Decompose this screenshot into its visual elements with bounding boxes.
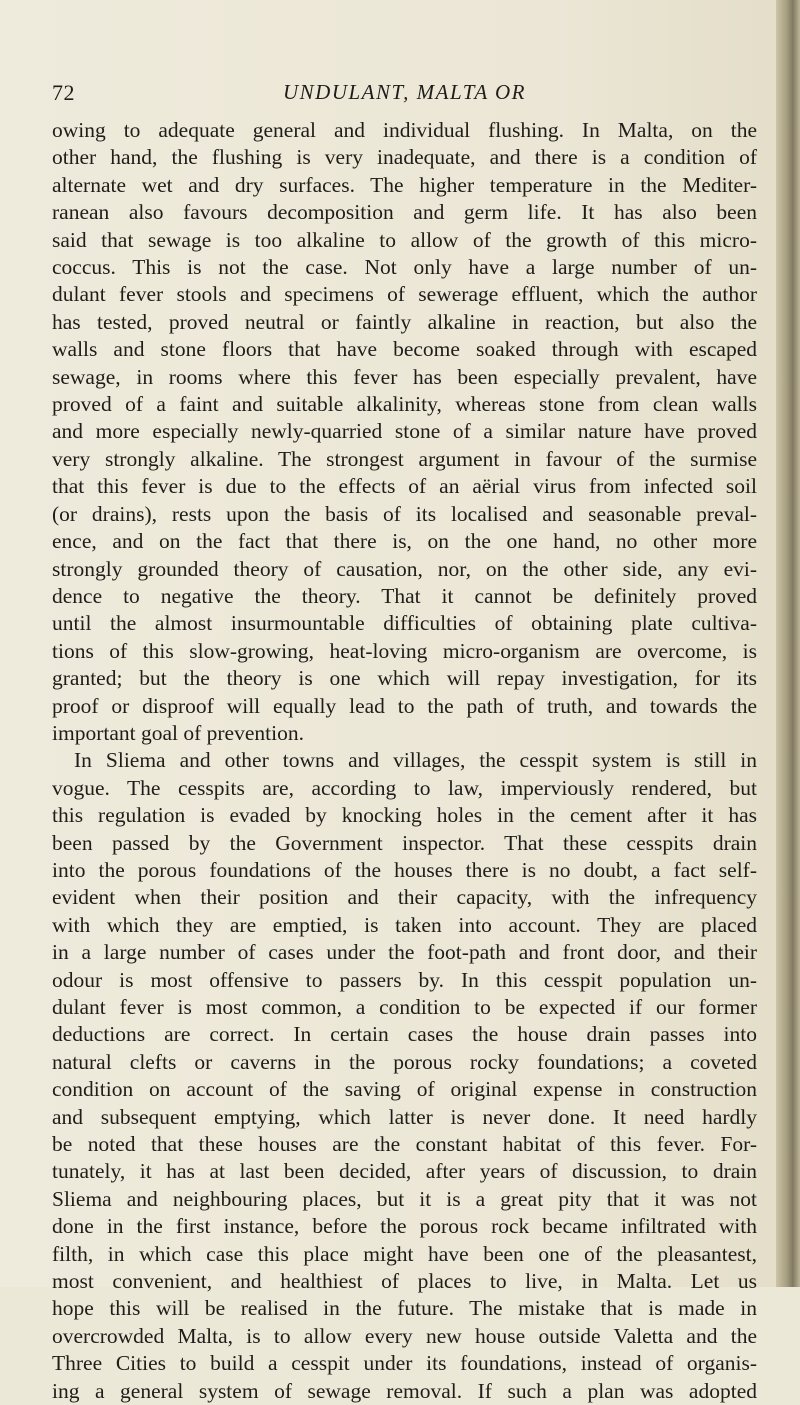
text-line: owing to adequate general and individual flushing. In Malta, on the — [52, 118, 757, 142]
text-line: odour is most offensive to passers by. In this cesspit population un- — [52, 967, 757, 992]
text-line: proved of a faint and suitable alkalinity, whereas stone from clean walls — [52, 392, 757, 417]
body-text — [52, 117, 757, 1405]
text-line: ing a general system of sewage removal. If such a plan was adopted — [52, 1378, 757, 1403]
text-line: vogue. The cesspits are, according to law, imperviously rendered, but — [52, 775, 757, 800]
text-line: natural clefts or caverns in the porous rocky foundations; a coveted — [52, 1049, 757, 1074]
text-line: in a large number of cases under the foot-path and front door, and their — [52, 940, 757, 965]
text-line: overcrowded Malta, is to allow every new house outside Valetta and the — [52, 1323, 757, 1348]
text-line: that this fever is due to the effects of an aërial virus from infected soil — [52, 474, 757, 499]
text-line: into the porous foundations of the houses there is no doubt, a fact self- — [52, 857, 757, 882]
text-line: deductions are correct. In certain cases the house drain passes into — [52, 1022, 757, 1047]
text-line: has tested, proved neutral or faintly alkaline in reaction, but also the — [52, 309, 757, 334]
text-line: coccus. This is not the case. Not only have a large number of un- — [52, 255, 757, 280]
paragraph-start-line: In Sliema and other towns and villages, the cesspit system is still in — [74, 748, 757, 773]
text-line: ranean also favours decomposition and germ life. It has also been — [52, 200, 757, 225]
text-line: be noted that these houses are the constant habitat of this fever. For- — [52, 1132, 757, 1157]
text-line: dulant fever is most common, a condition to be expected if our former — [52, 995, 757, 1019]
text-line: Three Cities to build a cesspit under its foundations, instead of organis- — [52, 1351, 757, 1376]
running-title: UNDULANT, MALTA OR — [282, 80, 527, 104]
text-line: with which they are emptied, is taken into account. They are placed — [52, 912, 757, 937]
text-line: other hand, the flushing is very inadequate, and there is a condition of — [52, 145, 757, 170]
text-line: walls and stone floors that have become soaked through with escaped — [52, 337, 757, 362]
paragraph-end-line: important goal of prevention. — [52, 720, 304, 745]
text-line: done in the first instance, before the porous rock became infiltrated with — [52, 1214, 757, 1239]
text-line: until the almost insurmountable difficulties of obtaining plate cultiva- — [52, 611, 757, 636]
text-line: proof or disproof will equally lead to the path of truth, and towards the — [52, 693, 757, 718]
text-line: very strongly alkaline. The strongest argument in favour of the surmise — [52, 446, 757, 471]
text-line: filth, in which case this place might have been one of the pleasantest, — [52, 1241, 757, 1266]
text-line: Sliema and neighbouring places, but it is a great pity that it was not — [52, 1186, 757, 1211]
page-header — [52, 80, 757, 110]
text-line: strongly grounded theory of causation, nor, on the other side, any evi- — [52, 556, 757, 581]
text-line: dulant fever stools and specimens of sewerage effluent, which the author — [52, 282, 757, 307]
text-line: dence to negative the theory. That it cannot be definitely proved — [52, 583, 757, 608]
text-line: (or drains), rests upon the basis of its localised and seasonable preval- — [52, 501, 757, 526]
text-line: and subsequent emptying, which latter is never done. It need hardly — [52, 1104, 757, 1129]
text-line: evident when their position and their capacity, with the infrequency — [52, 885, 757, 910]
text-line: condition on account of the saving of original expense in construction — [52, 1077, 757, 1102]
text-line: tunately, it has at last been decided, after years of discussion, to drain — [52, 1159, 757, 1184]
text-line: alternate wet and dry surfaces. The higher temperature in the Mediter- — [52, 172, 757, 197]
text-line: hope this will be realised in the future. The mistake that is made in — [52, 1296, 757, 1321]
text-line: most convenient, and healthiest of places to live, in Malta. Let us — [52, 1269, 757, 1294]
text-line: said that sewage is too alkaline to allow of the growth of this micro- — [52, 227, 757, 252]
text-line: tions of this slow-growing, heat-loving micro-organism are overcome, is — [52, 638, 757, 663]
page-number: 72 — [52, 80, 75, 105]
text-line: ence, and on the fact that there is, on the one hand, no other more — [52, 529, 757, 554]
page-edge-shadow — [776, 0, 800, 1287]
text-line: sewage, in rooms where this fever has been especially prevalent, have — [52, 364, 757, 389]
text-line: this regulation is evaded by knocking holes in the cement after it has — [52, 803, 757, 828]
text-line: granted; but the theory is one which will repay investigation, for its — [52, 666, 757, 691]
text-line: been passed by the Government inspector. That these cesspits drain — [52, 830, 757, 855]
text-line: and more especially newly-quarried stone of a similar nature have proved — [52, 419, 757, 444]
